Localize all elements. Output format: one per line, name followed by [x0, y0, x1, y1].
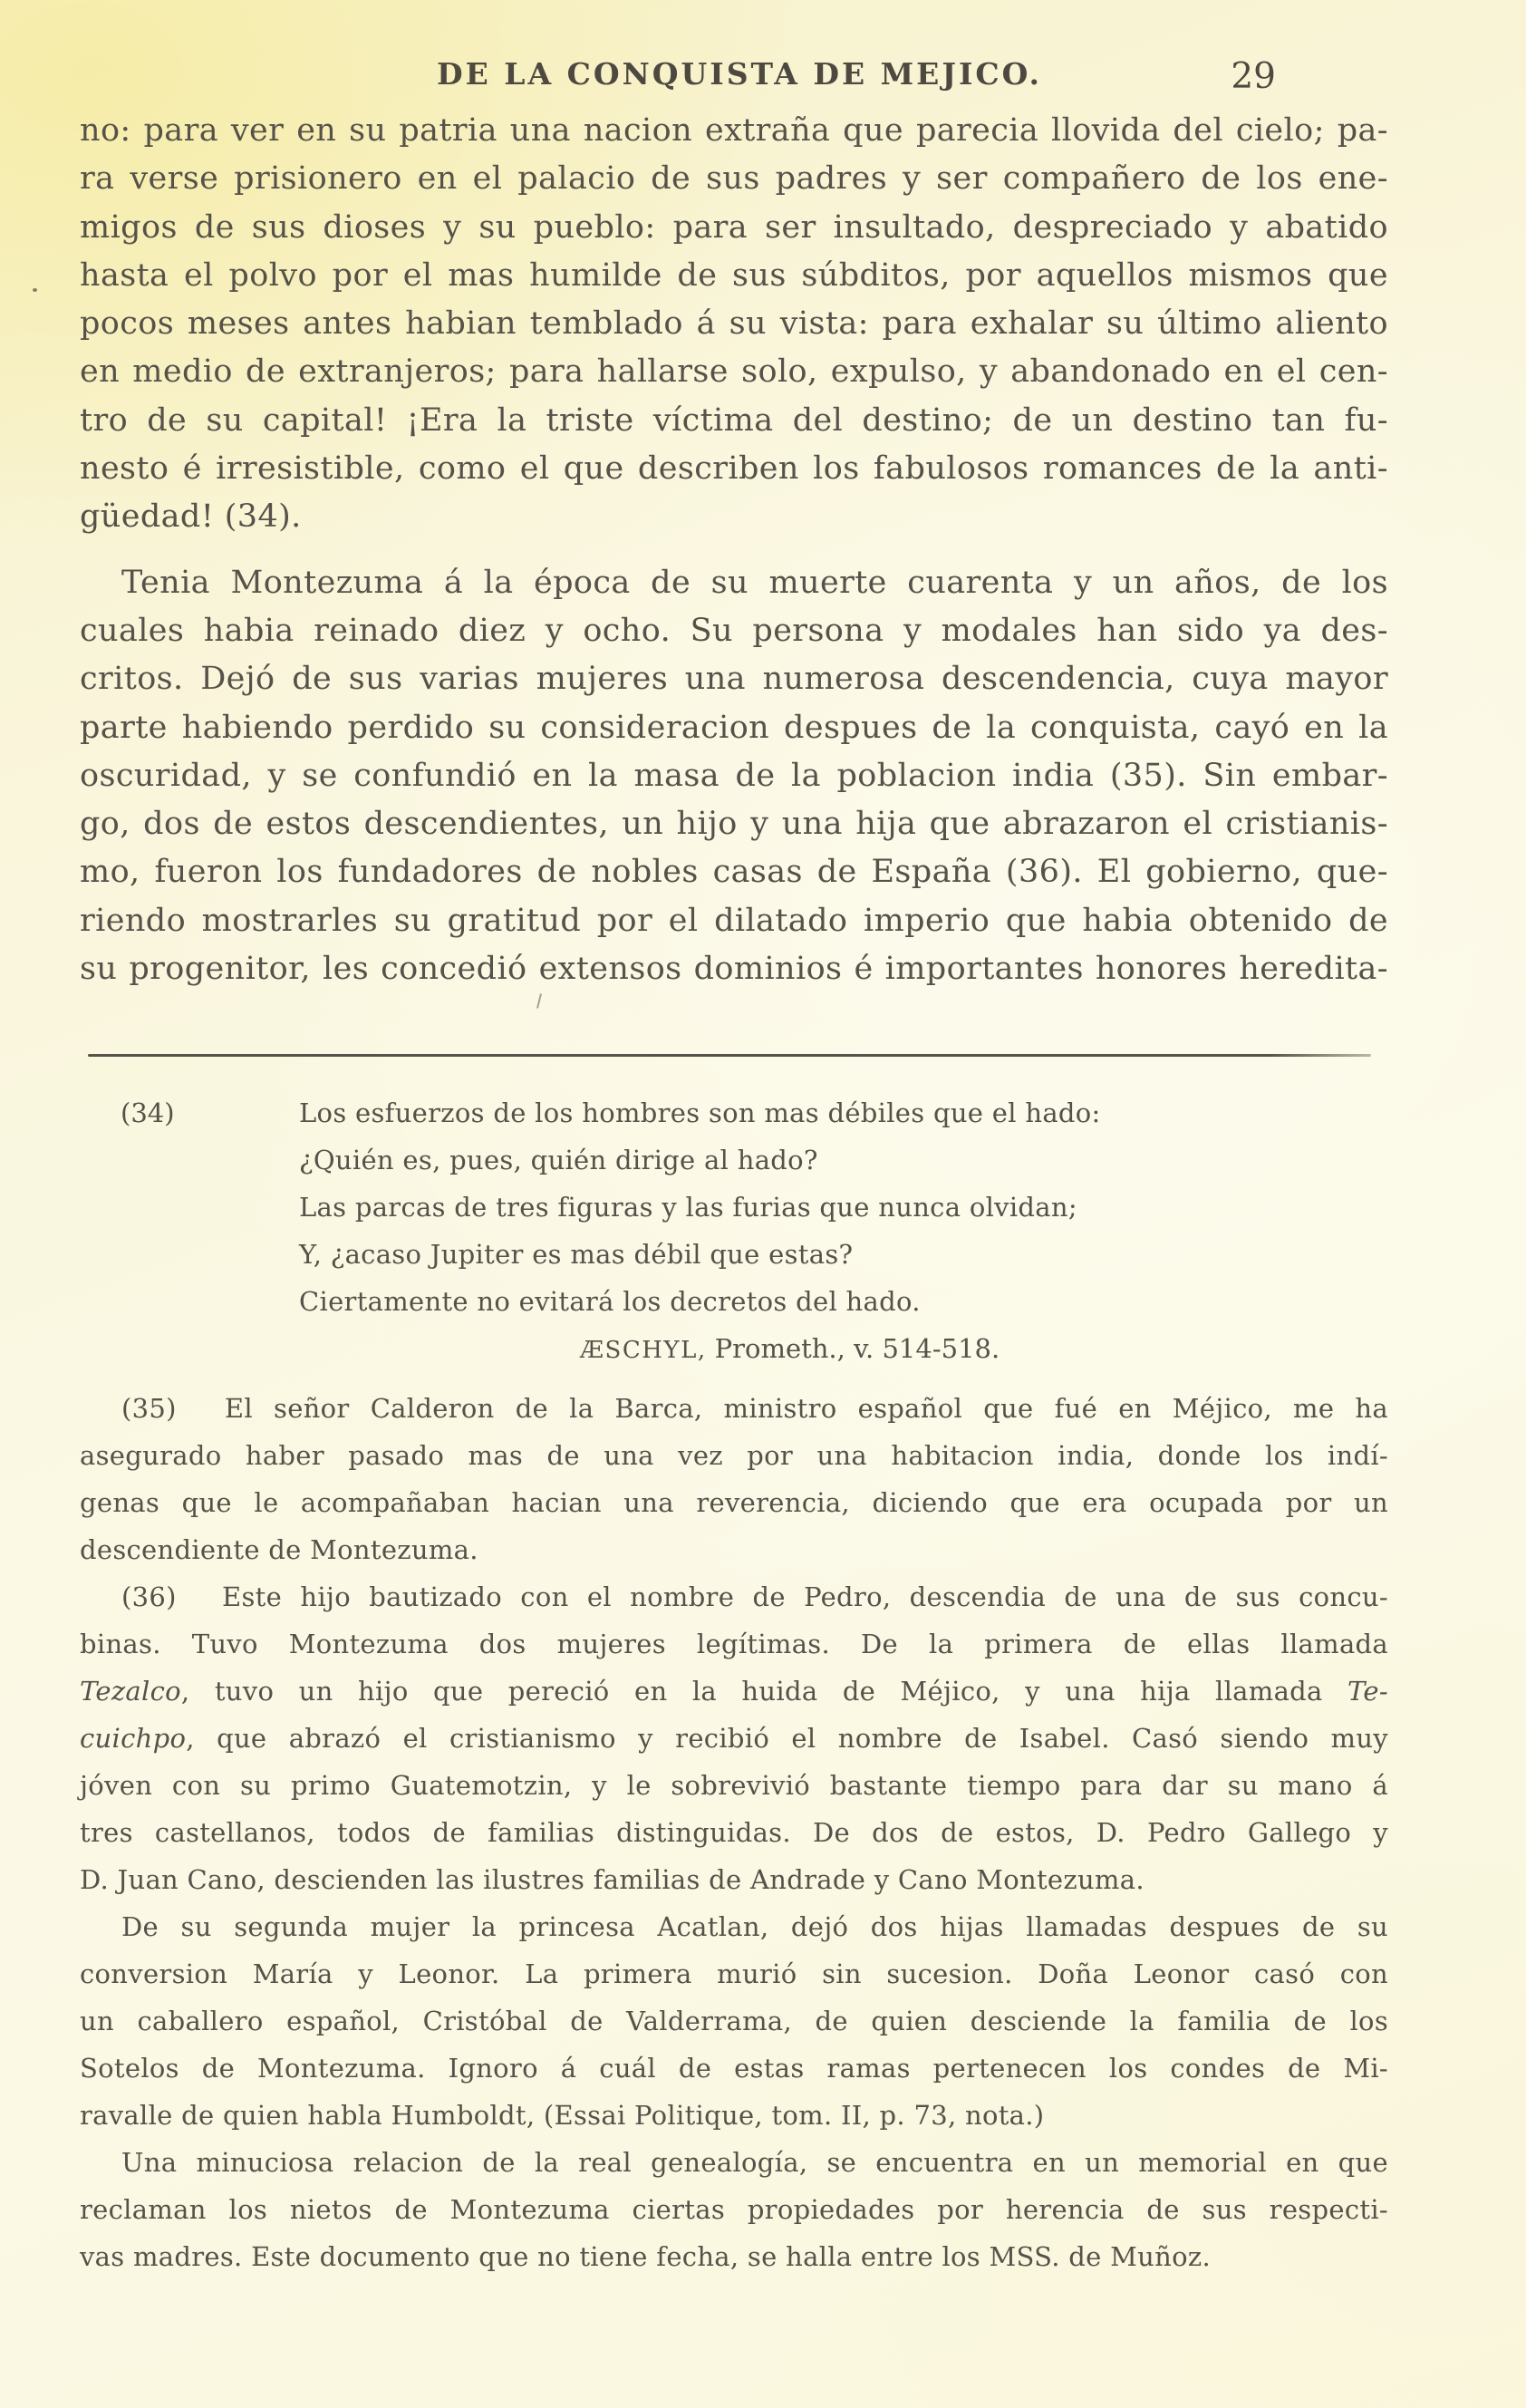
footnote-text: El señor Calderon de la Barca, ministro español que fué en Méjico, me ha [224, 1393, 1388, 1424]
text-line: genas que le acompañaban hacian una reverencia, diciendo que era ocupada por un [80, 1487, 1388, 1518]
text-line: reclaman los nietos de Montezuma ciertas propiedades por herencia de sus respecti- [80, 2194, 1388, 2225]
verse-line: Las parcas de tres figuras y las furias que nunca olvidan; [299, 1192, 1077, 1223]
text-line: no: para ver en su patria una nacion extraña que parecia llovida del cielo; pa- [80, 112, 1388, 149]
text-line: un caballero español, Cristóbal de Valderrama, de quien desciende la familia de los [80, 2006, 1388, 2036]
footnote-34 [80, 1089, 1388, 1372]
text-line [80, 1385, 1388, 1432]
text-line: tres castellanos, todos de familias distinguidas. De dos de estos, D. Pedro Gallego y [80, 1817, 1388, 1848]
main-text [80, 107, 1388, 993]
text-line: D. Juan Cano, descienden las ilustres familias de Andrade y Cano Montezuma. [80, 1864, 1144, 1895]
text-line: mo, fueron los fundadores de nobles casas de España (36). El gobierno, que- [80, 854, 1388, 891]
text-line: jóven con su primo Guatemotzin, y le sobrevivió bastante tiempo para dar su mano á [80, 1770, 1388, 1801]
page-number: 29 [1231, 56, 1276, 97]
text-line: Tenia Montezuma á la época de su muerte cuarenta y un años, de los [121, 564, 1388, 601]
attribution-author: ÆSCHYL, [580, 1337, 707, 1364]
text-line [80, 1573, 1388, 1620]
body-paragraph-1 [80, 107, 1388, 542]
text-line: binas. Tuvo Montezuma dos mujeres legítimas. De la primera de ellas llamada [80, 1629, 1388, 1659]
body-paragraph-2 [80, 559, 1388, 994]
text-line: vas madres. Este documento que no tiene fecha, se halla entre los MSS. de Muñoz. [80, 2241, 1211, 2272]
footnote-separator-rule [88, 1054, 1371, 1057]
verse-line: Y, ¿acaso Jupiter es mas débil que estas? [299, 1239, 854, 1270]
text-line: ra verse prisionero en el palacio de sus padres y ser compañero de los ene- [80, 160, 1388, 198]
text-line: ravalle de quien habla Humboldt, (Essai Politique, tom. II, p. 73, nota.) [80, 2100, 1045, 2131]
ink-speck [536, 993, 542, 1009]
italic-term: Te- [1347, 1676, 1388, 1707]
page-title: DE LA CONQUISTA DE MEJICO. [437, 56, 1042, 92]
text-line: oscuridad, y se confundió en la masa de la poblacion india (35). Sin embar- [80, 757, 1388, 794]
text-line: Sotelos de Montezuma. Ignoro á cuál de estas ramas pertenecen los condes de Mi- [80, 2053, 1388, 2084]
verse-attribution [80, 1325, 1388, 1372]
text-line: parte habiendo perdido su consideracion despues de la conquista, cayó en la [80, 709, 1388, 746]
footnote-number: (34) [121, 1098, 175, 1128]
text-line: riendo mostrarles su gratitud por el dilatado imperio que habia obtenido de [80, 902, 1388, 939]
italic-term: Tezalco [80, 1676, 181, 1707]
text-line: critos. Dejó de sus varias mujeres una numerosa descendencia, cuya mayor [80, 661, 1388, 698]
text-line: Una minuciosa relacion de la real genealogía, se encuentra en un memorial en que [121, 2147, 1388, 2178]
footnote-paragraph-acatlan [80, 1903, 1388, 2139]
text-line: pocos meses antes habian temblado á su vista: para exhalar su último aliento [80, 305, 1388, 343]
text-line [80, 1668, 1388, 1715]
text-line: De su segunda mujer la princesa Acatlan, dejó dos hijas llamadas despues de su [121, 1911, 1388, 1942]
text-line: migos de sus dioses y su pueblo: para ser insultado, despreciado y abatido [80, 208, 1388, 246]
footnote-number: (35) [121, 1393, 177, 1424]
attribution-citation: Prometh., v. 514-518. [714, 1333, 1000, 1364]
running-header [0, 56, 1526, 96]
footnote-35 [80, 1385, 1388, 1573]
text-line: asegurado haber pasado mas de una vez por una habitacion india, donde los indí- [80, 1440, 1388, 1471]
footnote-number: (36) [121, 1581, 177, 1612]
text-line [80, 1715, 1388, 1762]
text-line: su progenitor, les concedió extensos dominios é importantes honores heredita- [80, 951, 1388, 988]
footnote-text: Este hijo bautizado con el nombre de Pedro, descendia de una de sus concu- [222, 1581, 1388, 1612]
verse-line: Ciertamente no evitará los decretos del hado. [299, 1286, 921, 1317]
footnote-text: , tuvo un hijo que pereció en la huida de Méjico, y una hija llamada [180, 1676, 1323, 1707]
text-line: conversion María y Leonor. La primera murió sin sucesion. Doña Leonor casó con [80, 1958, 1388, 1989]
text-line: güedad! (34). [80, 498, 302, 536]
footnote-text: , que abrazó el cristianismo y recibió el nombre de Isabel. Casó siendo muy [186, 1723, 1388, 1754]
text-line: go, dos de estos descendientes, un hijo y una hija que abrazaron el cristianis- [80, 806, 1388, 843]
footnotes-section [80, 1089, 1388, 2280]
text-line: nesto é irresistible, como el que describen los fabulosos romances de la anti- [80, 450, 1388, 488]
text-line: hasta el polvo por el mas humilde de sus súbditos, por aquellos mismos que [80, 256, 1388, 294]
text-line: en medio de extranjeros; para hallarse solo, expulso, y abandonado en el cen- [80, 353, 1388, 391]
verse-line: Los esfuerzos de los hombres son mas débiles que el hado: [299, 1098, 1101, 1128]
text-line: tro de su capital! ¡Era la triste víctima del destino; de un destino tan fu- [80, 401, 1388, 439]
verse-line: ¿Quién es, pues, quién dirige al hado? [299, 1145, 818, 1175]
italic-term: cuichpo [80, 1723, 187, 1754]
footnote-36 [80, 1573, 1388, 1903]
text-line: cuales habia reinado diez y ocho. Su persona y modales han sido ya des- [80, 612, 1388, 649]
text-line: descendiente de Montezuma. [80, 1534, 478, 1565]
ink-speck [33, 288, 37, 292]
footnote-paragraph-memorial [80, 2139, 1388, 2280]
